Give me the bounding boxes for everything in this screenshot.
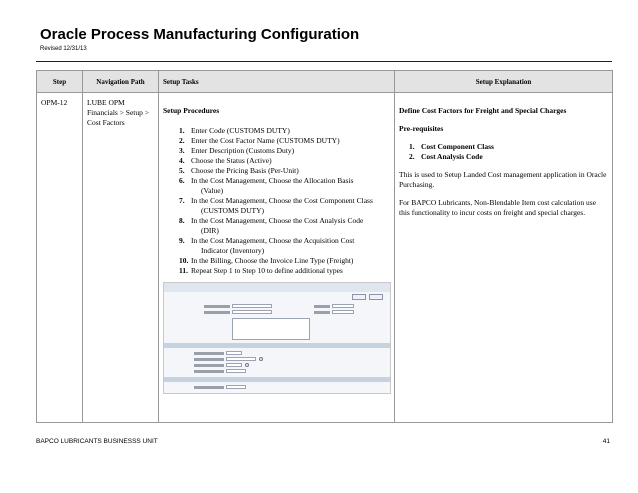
screenshot-label [204,305,230,308]
screenshot-apply-button [369,294,383,300]
nav-path-line: Financials > Setup > [87,107,149,117]
procedure-step: 11. Repeat Step 1 to Step 10 to define additional types [179,265,343,275]
procedure-steps-list [163,126,390,276]
screenshot-acquisition-select [226,369,246,373]
prerequisites-list [399,142,608,162]
page-title: Oracle Process Manufacturing Configuration [40,26,360,43]
screenshot-analysis-field [226,363,242,367]
screenshot-label [194,358,224,361]
procedure-step: 10. In the Billing, Choose the Invoice Line Type (Freight) [179,255,354,265]
page-number: 41 [602,438,610,445]
screenshot-label [204,311,230,314]
screenshot-label [194,352,224,355]
step-id: OPM-12 [41,98,68,107]
nav-path-line: Cost Factors [87,117,125,127]
prerequisite-item: 1. Cost Component Class [409,141,494,151]
screenshot-allocation-select [226,351,242,355]
cost-factor-form-screenshot [163,282,391,394]
screenshot-label [194,364,224,367]
explanation-title: Define Cost Factors for Freight and Special Charges [399,106,567,115]
procedure-step: 3. Enter Description (Customs Duty) [179,145,295,155]
explanation-paragraph: For BAPCO Lubricants, Non-Blendable Item cost calculation use this functionality to incur costs on freight and special charges. [399,197,597,217]
search-icon [245,363,249,367]
prerequisites-heading: Pre-requisites [399,123,444,133]
explanation-paragraph: This is used to Setup Landed Cost management application in Oracle Purchasing. [399,169,607,189]
setup-table [36,70,613,423]
search-icon [259,357,263,361]
procedure-step: 5. Choose the Pricing Basis (Per-Unit) [179,165,299,175]
screenshot-cancel-button [352,294,366,300]
screenshot-label [314,305,330,308]
procedure-step: 4. Choose the Status (Active) [179,155,272,165]
table-row [37,93,613,423]
setup-explanation-cell [395,93,613,423]
screenshot-status-select [332,304,354,308]
screenshot-header-bar [164,283,390,292]
procedure-step: 7. In the Cost Management, Choose the Cost Component Class (CUSTOMS DUTY) [179,195,373,215]
step-cell [37,93,83,423]
screenshot-label [194,370,224,373]
screenshot-pricing-select [332,310,354,314]
screenshot-component-field [226,357,256,361]
procedure-step: 2. Enter the Cost Factor Name (CUSTOMS DUTY) [179,135,340,145]
screenshot-code-field [232,304,272,308]
procedure-step: 6. In the Cost Management, Choose the Allocation Basis (Value) [179,175,354,195]
screenshot-invoice-line-select [226,385,246,389]
setup-procedures-heading: Setup Procedures [163,106,220,115]
footer-business-unit: BAPCO LUBRICANTS BUSINESSS UNIT [36,438,158,445]
screenshot-description-area [232,318,310,340]
revised-date: Revised 12/31/13 [40,46,87,52]
procedure-step: 1. Enter Code (CUSTOMS DUTY) [179,125,290,135]
screenshot-label [194,386,224,389]
procedure-step: 8. In the Cost Management, Choose the Cost Analysis Code (DIR) [179,215,364,235]
nav-path-line: LUBE OPM [87,98,125,107]
screenshot-cost-management-section [164,343,390,348]
procedure-step: 9. In the Cost Management, Choose the Acquisition Cost Indicator (Inventory) [179,235,355,255]
screenshot-name-field [232,310,272,314]
column-header-setup-explanation: Setup Explanation [395,71,613,93]
column-header-step: Step [37,71,83,93]
setup-tasks-cell [159,93,395,423]
table-header-row [37,71,613,93]
column-header-navigation-path: Navigation Path [83,71,159,93]
navigation-path-cell [83,93,159,423]
column-header-setup-tasks: Setup Tasks [159,71,395,93]
title-divider [36,61,612,62]
screenshot-billing-section [164,377,390,382]
prerequisite-item: 2. Cost Analysis Code [409,151,483,161]
screenshot-label [314,311,330,314]
